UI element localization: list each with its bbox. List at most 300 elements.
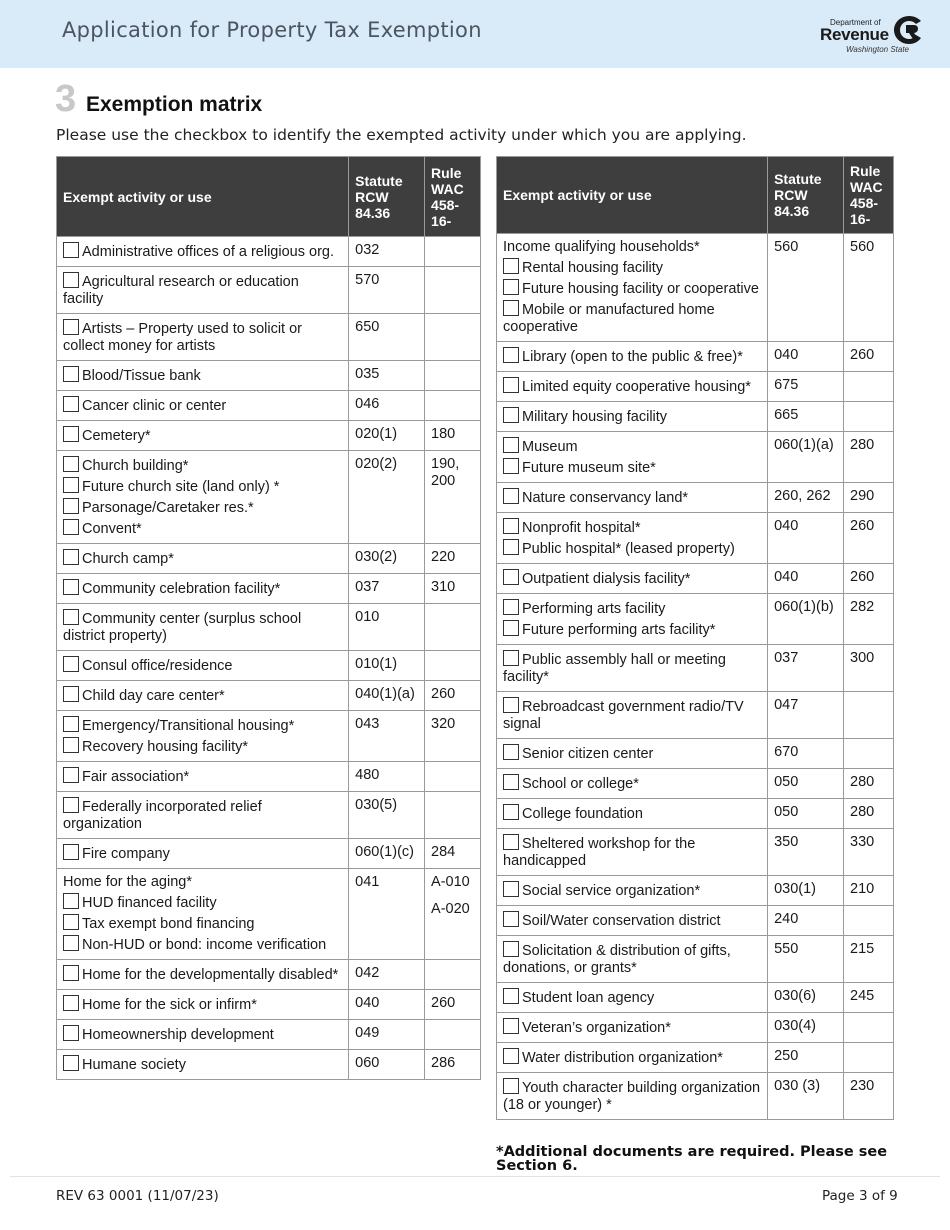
activity-item[interactable] xyxy=(503,437,761,456)
statute-cell: 030(5) xyxy=(349,792,425,839)
activity-checkbox[interactable] xyxy=(63,935,79,951)
table-row xyxy=(57,391,481,421)
statute-cell: 041 xyxy=(349,869,425,960)
activity-label: Water distribution organization* xyxy=(522,1050,723,1066)
table-row xyxy=(497,234,894,342)
activity-item[interactable] xyxy=(503,407,761,426)
activity-cell xyxy=(57,762,349,792)
wac-value: 260 xyxy=(850,569,875,585)
activity-item[interactable] xyxy=(63,456,342,475)
activity-item[interactable] xyxy=(63,242,342,261)
wac-cell xyxy=(425,1050,481,1080)
activity-cell xyxy=(57,544,349,574)
activity-item[interactable] xyxy=(503,804,761,823)
activity-checkbox[interactable] xyxy=(503,518,519,534)
wac-cell xyxy=(844,1013,894,1043)
wac-cell xyxy=(844,372,894,402)
activity-label: Homeownership development xyxy=(82,1027,274,1043)
activity-checkbox[interactable] xyxy=(63,396,79,412)
wac-cell xyxy=(425,990,481,1020)
activity-cell xyxy=(497,936,768,983)
activity-checkbox[interactable] xyxy=(63,767,79,783)
statute-cell: 060 xyxy=(349,1050,425,1080)
activity-checkbox[interactable] xyxy=(503,458,519,474)
activity-cell xyxy=(57,1050,349,1080)
activity-checkbox[interactable] xyxy=(63,242,79,258)
revenue-logo xyxy=(820,14,930,58)
wac-cell xyxy=(844,432,894,483)
activity-item[interactable] xyxy=(503,1018,761,1037)
wac-cell xyxy=(425,544,481,574)
activity-checkbox[interactable] xyxy=(503,258,519,274)
activity-checkbox[interactable] xyxy=(63,914,79,930)
exemption-table-left xyxy=(56,156,481,1080)
activity-label: Community center (surplus school district property) xyxy=(63,611,302,644)
activity-item[interactable] xyxy=(503,988,761,1007)
footnote-additional-documents: *Additional documents are required. Please see Section 6. xyxy=(496,1144,888,1174)
activity-label: Fire company xyxy=(82,846,170,862)
activity-label: Agricultural research or education facility xyxy=(63,274,299,307)
activity-checkbox[interactable] xyxy=(63,272,79,288)
table-row xyxy=(57,314,481,361)
activity-checkbox[interactable] xyxy=(63,893,79,909)
activity-item[interactable] xyxy=(503,279,761,298)
activity-label: Museum xyxy=(522,439,578,455)
activity-label: HUD financed facility xyxy=(82,895,217,911)
statute-cell: 550 xyxy=(768,936,844,983)
activity-checkbox[interactable] xyxy=(503,279,519,295)
statute-cell: 042 xyxy=(349,960,425,990)
activity-item[interactable] xyxy=(63,366,342,385)
activity-label: Blood/Tissue bank xyxy=(82,368,201,384)
wac-value: 215 xyxy=(850,941,875,957)
activity-checkbox[interactable] xyxy=(63,716,79,732)
table-row xyxy=(497,1013,894,1043)
statute-cell: 040(1)(a) xyxy=(349,681,425,711)
activity-item[interactable] xyxy=(63,844,342,863)
activity-label: Future church site (land only) * xyxy=(82,479,280,495)
activity-cell xyxy=(57,990,349,1020)
table-row xyxy=(497,594,894,645)
activity-checkbox[interactable] xyxy=(503,834,519,850)
activity-item[interactable] xyxy=(63,686,342,705)
activity-checkbox[interactable] xyxy=(63,366,79,382)
activity-checkbox[interactable] xyxy=(503,1048,519,1064)
activity-checkbox[interactable] xyxy=(503,650,519,666)
activity-cell xyxy=(497,1013,768,1043)
table-row xyxy=(57,792,481,839)
activity-cell xyxy=(497,432,768,483)
activity-label: Community celebration facility* xyxy=(82,581,281,597)
activity-label: Parsonage/Caretaker res.* xyxy=(82,500,254,516)
activity-item[interactable] xyxy=(63,995,342,1014)
activity-cell xyxy=(497,483,768,513)
table-row xyxy=(57,361,481,391)
activity-cell xyxy=(497,769,768,799)
activity-label: Nature conservancy land* xyxy=(522,490,689,506)
activity-checkbox[interactable] xyxy=(63,498,79,514)
activity-item[interactable] xyxy=(503,650,761,686)
activity-checkbox[interactable] xyxy=(503,744,519,760)
wac-value: 260 xyxy=(850,347,875,363)
activity-item[interactable] xyxy=(503,518,761,537)
table-row xyxy=(497,564,894,594)
wac-value: 290 xyxy=(850,488,875,504)
activity-label: Income qualifying households* xyxy=(503,239,700,255)
activity-label: Tax exempt bond financing xyxy=(82,916,255,932)
wac-cell xyxy=(844,594,894,645)
wac-cell xyxy=(844,692,894,739)
activity-item[interactable] xyxy=(503,539,761,558)
activity-label: Military housing facility xyxy=(522,409,668,425)
wac-cell xyxy=(844,876,894,906)
statute-cell: 049 xyxy=(349,1020,425,1050)
activity-item[interactable] xyxy=(503,1078,761,1114)
activity-label: Mobile or manufactured home cooperative xyxy=(503,302,715,335)
wac-value: 320 xyxy=(431,716,456,732)
activity-label: Sheltered workshop for the handicapped xyxy=(503,836,696,869)
statute-cell: 046 xyxy=(349,391,425,421)
table-row xyxy=(57,762,481,792)
activity-checkbox[interactable] xyxy=(63,319,79,335)
activity-checkbox[interactable] xyxy=(63,609,79,625)
logo-revenue-text: Revenue xyxy=(820,25,889,44)
wac-value: 284 xyxy=(431,844,456,860)
wac-cell xyxy=(844,564,894,594)
activity-item[interactable] xyxy=(63,914,342,933)
activity-item[interactable] xyxy=(63,549,342,568)
activity-item[interactable] xyxy=(63,272,342,308)
footer-divider xyxy=(10,1176,940,1177)
table-row xyxy=(497,769,894,799)
activity-checkbox[interactable] xyxy=(63,519,79,535)
activity-label: Fair association* xyxy=(82,769,190,785)
header-band xyxy=(0,0,950,68)
activity-label: Soil/Water conservation district xyxy=(522,913,721,929)
form-id: REV 63 0001 (11/07/23) xyxy=(56,1188,219,1204)
activity-cell xyxy=(57,604,349,651)
activity-item[interactable] xyxy=(63,1055,342,1074)
wac-value: 310 xyxy=(431,579,456,595)
statute-cell: 260, 262 xyxy=(768,483,844,513)
activity-checkbox[interactable] xyxy=(503,377,519,393)
activity-item[interactable] xyxy=(503,697,761,733)
statute-cell: 037 xyxy=(768,645,844,692)
wac-cell xyxy=(425,869,481,960)
wac-cell xyxy=(844,234,894,342)
activity-checkbox[interactable] xyxy=(503,437,519,453)
wac-cell xyxy=(425,604,481,651)
activity-label: Student loan agency xyxy=(522,990,655,1006)
table-row xyxy=(57,681,481,711)
activity-label: Senior citizen center xyxy=(522,746,654,762)
activity-item[interactable] xyxy=(63,519,342,538)
activity-checkbox[interactable] xyxy=(503,569,519,585)
activity-checkbox[interactable] xyxy=(503,941,519,957)
table-row xyxy=(497,372,894,402)
activity-checkbox[interactable] xyxy=(503,539,519,555)
table-row xyxy=(57,990,481,1020)
table-row xyxy=(497,799,894,829)
statute-cell: 050 xyxy=(768,769,844,799)
wac-value: 180 xyxy=(431,426,456,442)
activity-item[interactable] xyxy=(63,498,342,517)
activity-item[interactable] xyxy=(503,620,761,639)
activity-checkbox[interactable] xyxy=(63,426,79,442)
wac-cell xyxy=(425,681,481,711)
activity-label: Recovery housing facility* xyxy=(82,739,249,755)
activity-cell xyxy=(497,983,768,1013)
activity-item[interactable] xyxy=(63,319,342,355)
table-row xyxy=(57,267,481,314)
activity-label: Outpatient dialysis facility* xyxy=(522,571,691,587)
wac-cell xyxy=(425,391,481,421)
activity-item[interactable] xyxy=(503,881,761,900)
table-row xyxy=(57,421,481,451)
activity-label: Humane society xyxy=(82,1057,186,1073)
activity-cell xyxy=(497,342,768,372)
wac-value: 280 xyxy=(850,804,875,820)
activity-cell xyxy=(57,651,349,681)
activity-item[interactable] xyxy=(63,797,342,833)
activity-checkbox[interactable] xyxy=(63,1055,79,1071)
wac-cell xyxy=(425,361,481,391)
activity-checkbox[interactable] xyxy=(63,477,79,493)
logo-state-text: Washington State xyxy=(846,45,910,54)
activity-cell xyxy=(497,513,768,564)
activity-item[interactable] xyxy=(503,569,761,588)
statute-cell: 047 xyxy=(768,692,844,739)
wac-cell xyxy=(425,651,481,681)
activity-checkbox[interactable] xyxy=(63,579,79,595)
activity-item[interactable] xyxy=(63,426,342,445)
activity-item[interactable] xyxy=(503,1048,761,1067)
wac-cell xyxy=(844,983,894,1013)
wac-value: 260 xyxy=(431,686,456,702)
wac-cell xyxy=(425,839,481,869)
activity-cell xyxy=(57,267,349,314)
activity-checkbox[interactable] xyxy=(63,456,79,472)
activity-item[interactable] xyxy=(503,258,761,277)
statute-cell: 040 xyxy=(768,513,844,564)
table-row xyxy=(497,906,894,936)
activity-checkbox[interactable] xyxy=(63,1025,79,1041)
activity-item[interactable] xyxy=(503,941,761,977)
wac-cell xyxy=(425,421,481,451)
statute-cell: 040 xyxy=(768,564,844,594)
activity-item[interactable] xyxy=(503,911,761,930)
activity-cell xyxy=(497,906,768,936)
activity-item[interactable] xyxy=(503,300,761,336)
activity-label: Emergency/Transitional housing* xyxy=(82,718,295,734)
activity-checkbox[interactable] xyxy=(503,697,519,713)
statute-cell: 675 xyxy=(768,372,844,402)
wac-cell xyxy=(844,799,894,829)
section-instructions: Please use the checkbox to identify the exempted activity under which you are applying. xyxy=(56,126,747,144)
statute-cell: 020(2) xyxy=(349,451,425,544)
activity-item[interactable] xyxy=(503,744,761,763)
activity-item[interactable] xyxy=(63,893,342,912)
activity-cell xyxy=(57,574,349,604)
wac-value: A-020 xyxy=(431,901,470,917)
page-number: Page 3 of 9 xyxy=(822,1188,898,1204)
wac-value: 282 xyxy=(850,599,875,615)
activity-label: Convent* xyxy=(82,521,142,537)
wac-value: 230 xyxy=(850,1078,875,1094)
activity-item[interactable] xyxy=(63,396,342,415)
activity-cell xyxy=(57,314,349,361)
activity-item[interactable] xyxy=(63,579,342,598)
table-row xyxy=(497,645,894,692)
table-row xyxy=(497,1073,894,1120)
activity-checkbox[interactable] xyxy=(63,686,79,702)
activity-label: Home for the sick or infirm* xyxy=(82,997,257,1013)
activity-item xyxy=(503,239,761,256)
activity-checkbox[interactable] xyxy=(503,300,519,316)
activity-checkbox[interactable] xyxy=(503,988,519,1004)
activity-cell xyxy=(497,876,768,906)
activity-item[interactable] xyxy=(63,656,342,675)
table-row xyxy=(497,402,894,432)
activity-item[interactable] xyxy=(63,935,342,954)
activity-checkbox[interactable] xyxy=(503,1078,519,1094)
activity-checkbox[interactable] xyxy=(503,347,519,363)
activity-label: Non-HUD or bond: income verification xyxy=(82,937,327,953)
activity-cell xyxy=(497,402,768,432)
activity-item[interactable] xyxy=(63,477,342,496)
wac-cell xyxy=(425,574,481,604)
wac-value: 245 xyxy=(850,988,875,1004)
table-row xyxy=(497,739,894,769)
activity-checkbox[interactable] xyxy=(503,620,519,636)
statute-cell: 040 xyxy=(349,990,425,1020)
statute-cell: 670 xyxy=(768,739,844,769)
activity-label: Rebroadcast government radio/TV signal xyxy=(503,699,744,732)
section-title: Exemption matrix xyxy=(86,93,263,116)
table-row xyxy=(57,869,481,960)
activity-checkbox[interactable] xyxy=(63,549,79,565)
activity-cell xyxy=(57,792,349,839)
activity-label: Future housing facility or cooperative xyxy=(522,281,759,297)
activity-item[interactable] xyxy=(503,774,761,793)
activity-label: Federally incorporated relief organization xyxy=(63,799,262,832)
statute-cell: 030(2) xyxy=(349,544,425,574)
wac-cell xyxy=(844,739,894,769)
activity-cell xyxy=(497,594,768,645)
activity-checkbox[interactable] xyxy=(63,844,79,860)
activity-checkbox[interactable] xyxy=(503,911,519,927)
activity-item[interactable] xyxy=(503,599,761,618)
activity-cell xyxy=(497,739,768,769)
statute-cell: 032 xyxy=(349,237,425,267)
activity-cell xyxy=(497,1073,768,1120)
wac-cell xyxy=(425,451,481,544)
wac-cell xyxy=(425,960,481,990)
table-row xyxy=(57,574,481,604)
activity-cell xyxy=(57,421,349,451)
activity-item[interactable] xyxy=(63,767,342,786)
table-row xyxy=(497,876,894,906)
activity-item[interactable] xyxy=(63,965,342,984)
activity-checkbox[interactable] xyxy=(503,599,519,615)
table-row xyxy=(497,983,894,1013)
activity-cell xyxy=(57,237,349,267)
table-row xyxy=(497,513,894,564)
activity-item[interactable] xyxy=(63,1025,342,1044)
activity-checkbox[interactable] xyxy=(63,797,79,813)
wac-cell xyxy=(425,314,481,361)
statute-cell: 570 xyxy=(349,267,425,314)
activity-cell xyxy=(57,361,349,391)
statute-cell: 030 (3) xyxy=(768,1073,844,1120)
activity-checkbox[interactable] xyxy=(503,774,519,790)
wac-cell xyxy=(425,762,481,792)
activity-cell xyxy=(497,234,768,342)
table-row xyxy=(57,544,481,574)
activity-checkbox[interactable] xyxy=(63,737,79,753)
activity-checkbox[interactable] xyxy=(503,407,519,423)
table-row xyxy=(57,839,481,869)
activity-item[interactable] xyxy=(503,488,761,507)
statute-cell: 030(1) xyxy=(768,876,844,906)
wac-value: 300 xyxy=(850,650,875,666)
activity-item[interactable] xyxy=(63,716,342,735)
column-header-statute: Statute RCW 84.36 xyxy=(768,157,844,234)
column-header-statute: Statute RCW 84.36 xyxy=(349,157,425,237)
activity-item[interactable] xyxy=(63,609,342,645)
activity-checkbox[interactable] xyxy=(503,804,519,820)
wac-cell xyxy=(425,237,481,267)
statute-cell: 030(4) xyxy=(768,1013,844,1043)
activity-checkbox[interactable] xyxy=(63,965,79,981)
table-row xyxy=(57,237,481,267)
wac-cell xyxy=(425,267,481,314)
table-row xyxy=(57,651,481,681)
activity-label: Performing arts facility xyxy=(522,601,666,617)
activity-checkbox[interactable] xyxy=(503,1018,519,1034)
activity-label: Church building* xyxy=(82,458,189,474)
activity-label: Solicitation & distribution of gifts, donations, or grants* xyxy=(503,943,731,976)
wac-cell xyxy=(425,792,481,839)
activity-item[interactable] xyxy=(503,347,761,366)
activity-label: Home for the developmentally disabled* xyxy=(82,967,339,983)
activity-label: Consul office/residence xyxy=(82,658,233,674)
wac-cell xyxy=(844,1043,894,1073)
activity-checkbox[interactable] xyxy=(63,995,79,1011)
activity-label: Child day care center* xyxy=(82,688,225,704)
activity-cell xyxy=(57,1020,349,1050)
wac-cell xyxy=(425,711,481,762)
wac-value: 260 xyxy=(431,995,456,1011)
statute-cell: 050 xyxy=(768,799,844,829)
activity-item[interactable] xyxy=(503,458,761,477)
statute-cell: 040 xyxy=(768,342,844,372)
statute-cell: 010 xyxy=(349,604,425,651)
activity-item[interactable] xyxy=(63,737,342,756)
statute-cell: 650 xyxy=(349,314,425,361)
activity-label: Future performing arts facility* xyxy=(522,622,716,638)
activity-checkbox[interactable] xyxy=(63,656,79,672)
statute-cell: 010(1) xyxy=(349,651,425,681)
table-row xyxy=(57,1050,481,1080)
activity-cell xyxy=(497,645,768,692)
activity-label: Public assembly hall or meeting facility* xyxy=(503,652,726,685)
activity-item[interactable] xyxy=(503,834,761,870)
activity-label: Church camp* xyxy=(82,551,174,567)
activity-checkbox[interactable] xyxy=(503,881,519,897)
activity-checkbox[interactable] xyxy=(503,488,519,504)
activity-item[interactable] xyxy=(503,377,761,396)
